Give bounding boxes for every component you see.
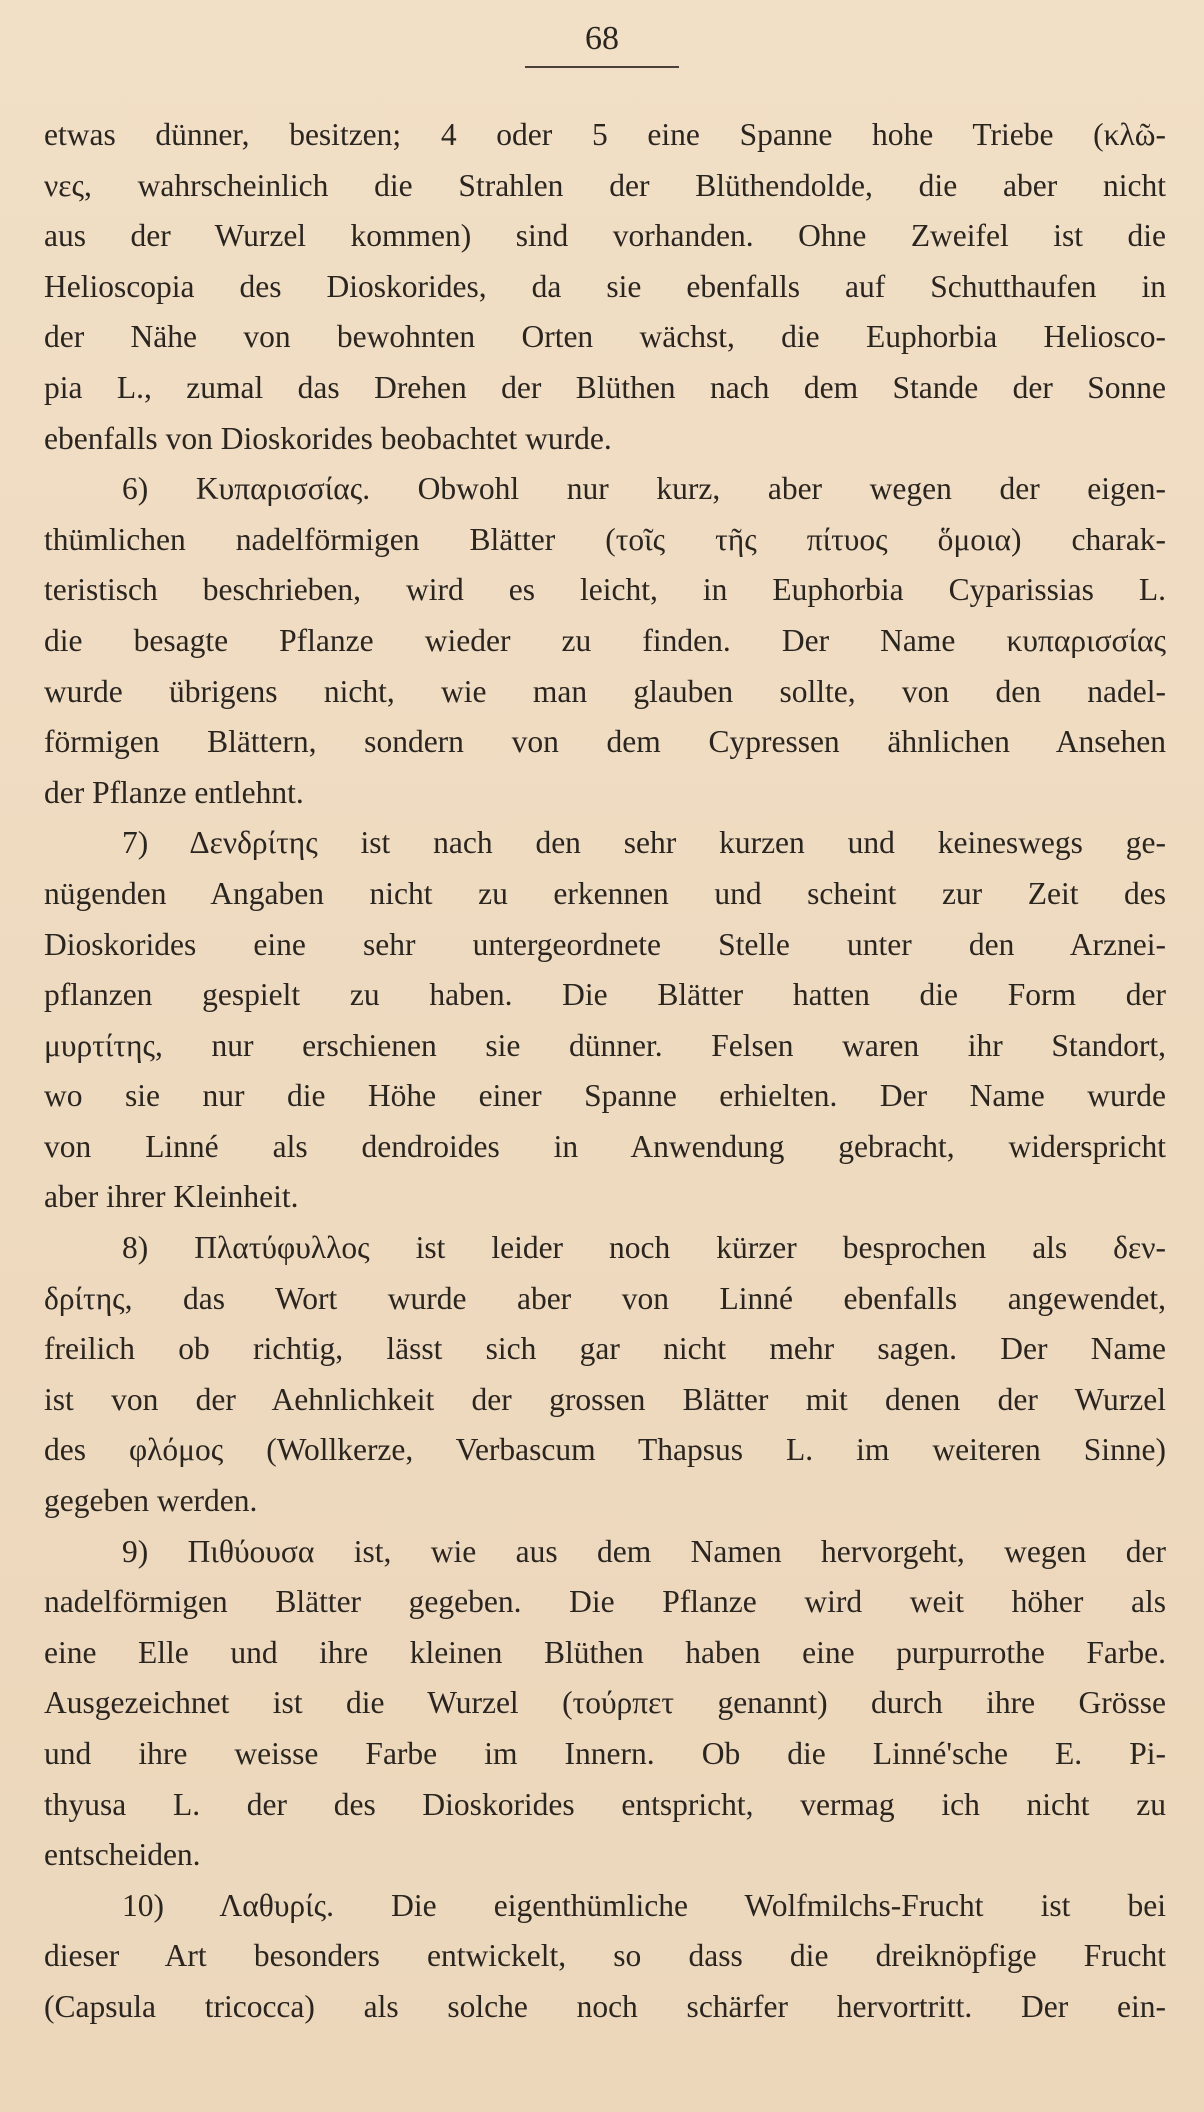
- text-line: aber ihrer Kleinheit.: [44, 1179, 299, 1215]
- text-line: pia L., zumal das Drehen der Blüthen nach dem Stande der Sonne: [44, 369, 1166, 405]
- text-line: freilich ob richtig, lässt sich gar nicht mehr sagen. Der Name: [44, 1331, 1166, 1367]
- text-line: gegeben werden.: [44, 1483, 258, 1519]
- text-line: Dioskorides eine sehr untergeordnete Stelle unter den Arznei-: [44, 926, 1166, 962]
- text-line: δρίτης, das Wort wurde aber von Linné ebenfalls angewendet,: [44, 1280, 1166, 1316]
- text-line: von Linné als dendroides in Anwendung gebracht, widerspricht: [44, 1128, 1166, 1164]
- text-line: νες, wahrscheinlich die Strahlen der Blüthendolde, die aber nicht: [44, 167, 1166, 203]
- text-line: dieser Art besonders entwickelt, so dass die dreiknöpfige Frucht: [44, 1938, 1166, 1974]
- text-line: (Capsula tricocca) als solche noch schärfer hervortritt. Der ein-: [44, 1988, 1166, 2024]
- text-line: 9) Πιθύουσα ist, wie aus dem Namen hervorgeht, wegen der: [122, 1533, 1166, 1569]
- text-line: wo sie nur die Höhe einer Spanne erhielten. Der Name wurde: [44, 1078, 1166, 1114]
- text-line: μυρτίτης, nur erschienen sie dünner. Felsen waren ihr Standort,: [44, 1027, 1166, 1063]
- text-line: und ihre weisse Farbe im Innern. Ob die Linné'sche E. Pi-: [44, 1736, 1166, 1771]
- text-line: nügenden Angaben nicht zu erkennen und scheint zur Zeit des: [44, 875, 1166, 911]
- text-line: des φλόμος (Wollkerze, Verbascum Thapsus L. im weiteren Sinne): [44, 1432, 1166, 1468]
- text-line: Helioscopia des Dioskorides, da sie ebenfalls auf Schutthaufen in: [44, 268, 1166, 304]
- text-line: teristisch beschrieben, wird es leicht, in Euphorbia Cyparissias L.: [44, 572, 1166, 608]
- text-line: thyusa L. der des Dioskorides entspricht, vermag ich nicht zu: [44, 1786, 1166, 1822]
- text-line: 6) Κυπαρισσίας. Obwohl nur kurz, aber wegen der eigen-: [122, 471, 1166, 507]
- text-line: ist von der Aehnlichkeit der grossen Blätter mit denen der Wurzel: [44, 1381, 1166, 1417]
- page-number: 68: [525, 20, 679, 68]
- body-text: [44, 110, 1166, 2033]
- text-line: der Nähe von bewohnten Orten wächst, die Euphorbia Helioscо-: [44, 319, 1166, 355]
- text-line: nadelförmigen Blätter gegeben. Die Pflanze wird weit höher als: [44, 1584, 1166, 1620]
- text-line: entscheiden.: [44, 1837, 201, 1873]
- text-line: etwas dünner, besitzen; 4 oder 5 eine Spanne hohe Triebe (κλῶ-: [44, 117, 1166, 152]
- text-line: 8) Πλατύφυλλος ist leider noch kürzer besprochen als δεν-: [122, 1230, 1166, 1266]
- text-line: 7) Δενδρίτης ist nach den sehr kurzen und keineswegs ge-: [122, 825, 1166, 861]
- text-line: thümlichen nadelförmigen Blätter (τοῖς τῆς πίτυος ὅμοια) charak-: [44, 521, 1166, 557]
- text-line: ebenfalls von Dioskorides beobachtet wurde.: [44, 420, 612, 456]
- page-header: [0, 20, 1204, 68]
- text-line: aus der Wurzel kommen) sind vorhanden. Ohne Zweifel ist die: [44, 218, 1166, 254]
- text-line: 10) Λαθυρίς. Die eigenthümliche Wolfmilchs-Frucht ist bei: [122, 1887, 1166, 1923]
- text-line: eine Elle und ihre kleinen Blüthen haben eine purpurrothe Farbe.: [44, 1634, 1166, 1670]
- text-line: förmigen Blättern, sondern von dem Cypressen ähnlichen Ansehen: [44, 724, 1166, 760]
- text-line: wurde übrigens nicht, wie man glauben sollte, von den nadel-: [44, 673, 1166, 709]
- text-line: pflanzen gespielt zu haben. Die Blätter hatten die Form der: [44, 977, 1166, 1013]
- text-line: der Pflanze entlehnt.: [44, 774, 304, 810]
- text-line: Ausgezeichnet ist die Wurzel (τούρπετ genannt) durch ihre Grösse: [44, 1685, 1166, 1721]
- text-line: die besagte Pflanze wieder zu finden. Der Name κυπαρισσίας: [44, 622, 1166, 658]
